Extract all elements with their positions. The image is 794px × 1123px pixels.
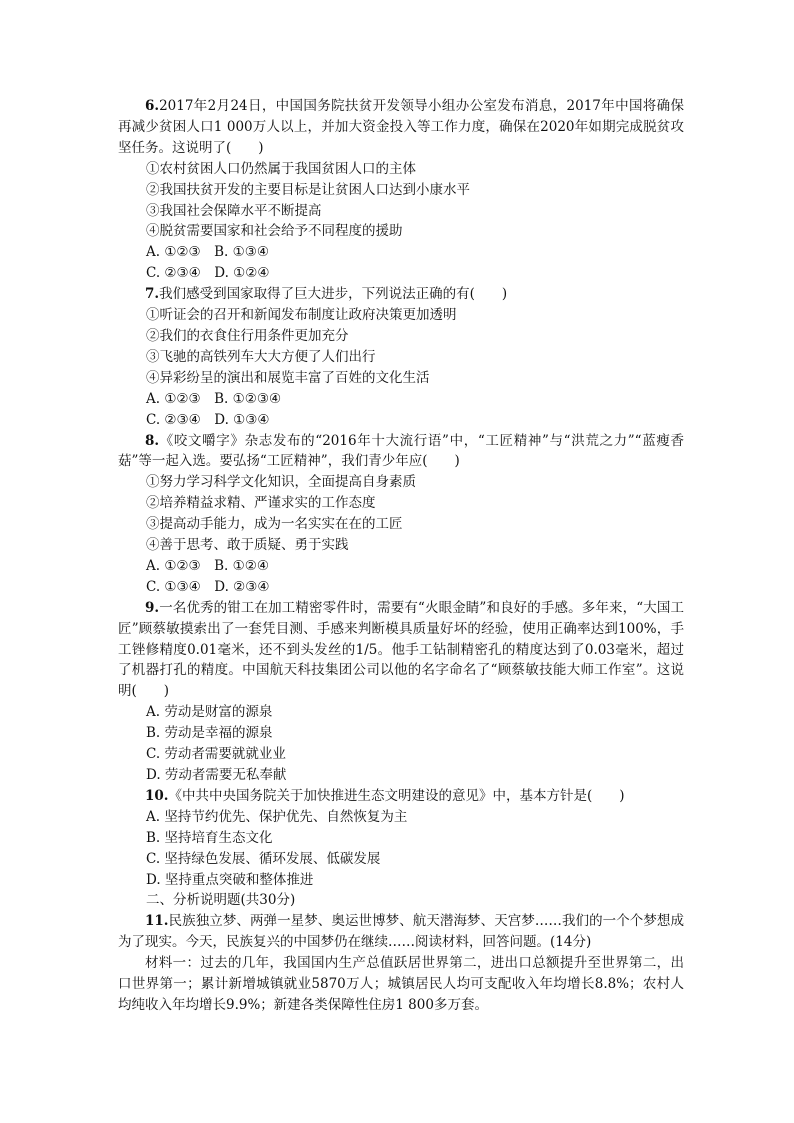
option-row: A. 劳动是财富的源泉	[146, 704, 273, 721]
option-row: B. 劳动是幸福的源泉	[146, 725, 273, 742]
question-text: 民族独立梦、两弹一星梦、奥运世博梦、航天潜海梦、天宫梦……我们的一个个梦想成为了现实。今天，民族复兴的中国梦仍在继续……阅读材料，回答问题。(14分)	[118, 913, 684, 951]
option-row: C. ②③④ D. ①③④	[146, 411, 270, 428]
question-number: 11.	[145, 913, 169, 930]
statement-item: ①听证会的召开和新闻发布制度让政府决策更加透明	[146, 307, 457, 324]
question-text: 我们感受到国家取得了巨大进步，下列说法正确的有( )	[159, 286, 508, 303]
question-text: 《咬文嚼字》杂志发布的“2016年十大流行语”中，“工匠精神”与“洪荒之力”“蓝瘦香菇”等一起入选。要弘扬“工匠精神”，我们青少年应( )	[118, 432, 684, 470]
question-8-stem	[118, 431, 684, 473]
statement-item: ③飞驰的高铁列车大大方便了人们出行	[146, 348, 376, 365]
question-11-stem	[118, 911, 684, 953]
material-1: 材料一：过去的几年，我国国内生产总值跃居世界第二，进出口总额提升至世界第二，出口世界第一；累计新增城镇就业5870万人；城镇居民人均可支配收入年均增长8.8%；农村人均纯收入年均增长9.9%；新建各类保障性住房1 800多万套。	[118, 955, 684, 1013]
option-row: A. ①②③ B. ①②③④	[146, 390, 282, 407]
option-row: C. ①③④ D. ②③④	[146, 578, 270, 595]
question-6-stem	[118, 96, 684, 159]
option-row: C. ②③④ D. ①②④	[146, 265, 270, 282]
statement-item: ③提高动手能力，成为一名实实在在的工匠	[146, 516, 403, 533]
statement-item: ①农村贫困人口仍然属于我国贫困人口的主体	[146, 160, 416, 177]
statement-item: ④异彩纷呈的演出和展览丰富了百姓的文化生活	[146, 369, 430, 386]
section-heading: 二、分析说明题(共30分)	[146, 892, 296, 909]
option-row: A. ①②③ B. ①③④	[146, 244, 269, 261]
question-7-stem	[118, 284, 684, 305]
question-text: 2017年2月24日，中国国务院扶贫开发领导小组办公室发布消息，2017年中国将确保再减少贫困人口1 000万人以上，并加大资金投入等工作力度，确保在2020年如期完成脱贫攻坚任务。这说明了( )	[118, 98, 684, 156]
question-number: 10.	[145, 787, 169, 804]
question-text: 《中共中央国务院关于加快推进生态文明建设的意见》中，基本方针是( )	[168, 787, 625, 804]
question-number: 7.	[145, 286, 160, 303]
statement-item: ④善于思考、敢于质疑、勇于实践	[146, 537, 349, 554]
question-9-stem	[118, 598, 684, 703]
option-row: C. 坚持绿色发展、循环发展、低碳发展	[146, 850, 381, 867]
option-row: C. 劳动者需要就就业业	[146, 746, 286, 763]
question-number: 6.	[145, 98, 160, 114]
exam-page	[118, 96, 684, 1016]
option-row: D. 坚持重点突破和整体推进	[146, 871, 314, 888]
statement-item: ②我们的衣食住行用条件更加充分	[146, 327, 349, 344]
option-row: A. ①②③ B. ①②④	[146, 557, 269, 574]
option-row: B. 坚持培育生态文化	[146, 829, 273, 846]
statement-item: ②培养精益求精、严谨求实的工作态度	[146, 495, 376, 512]
statement-item: ②我国扶贫开发的主要目标是让贫困人口达到小康水平	[146, 181, 470, 198]
statement-item: ①努力学习科学文化知识，全面提高自身素质	[146, 474, 416, 491]
option-row: A. 坚持节约优先、保护优先、自然恢复为主	[146, 808, 408, 825]
question-number: 8.	[145, 432, 160, 449]
statement-item: ③我国社会保障水平不断提高	[146, 202, 322, 219]
statement-item: ④脱贫需要国家和社会给予不同程度的援助	[146, 223, 403, 240]
question-text: 一名优秀的钳工在加工精密零件时，需要有“火眼金睛”和良好的手感。多年来，“大国工匠”顾蔡敏摸索出了一套凭目测、手感来判断模具质量好坏的经验，使用正确率达到100%，手工锉修精度0.01毫米，还不到头发丝的1/5。他手工钻制精密孔的精度达到了0.03毫米，超过了机器打孔的精度。中国航天科技集团公司以他的名字命名了“顾蔡敏技能大师工作室”。这说明( )	[118, 599, 684, 700]
option-row: D. 劳动者需要无私奉献	[146, 767, 287, 783]
question-number: 9.	[145, 599, 160, 616]
question-10-stem	[118, 786, 684, 807]
